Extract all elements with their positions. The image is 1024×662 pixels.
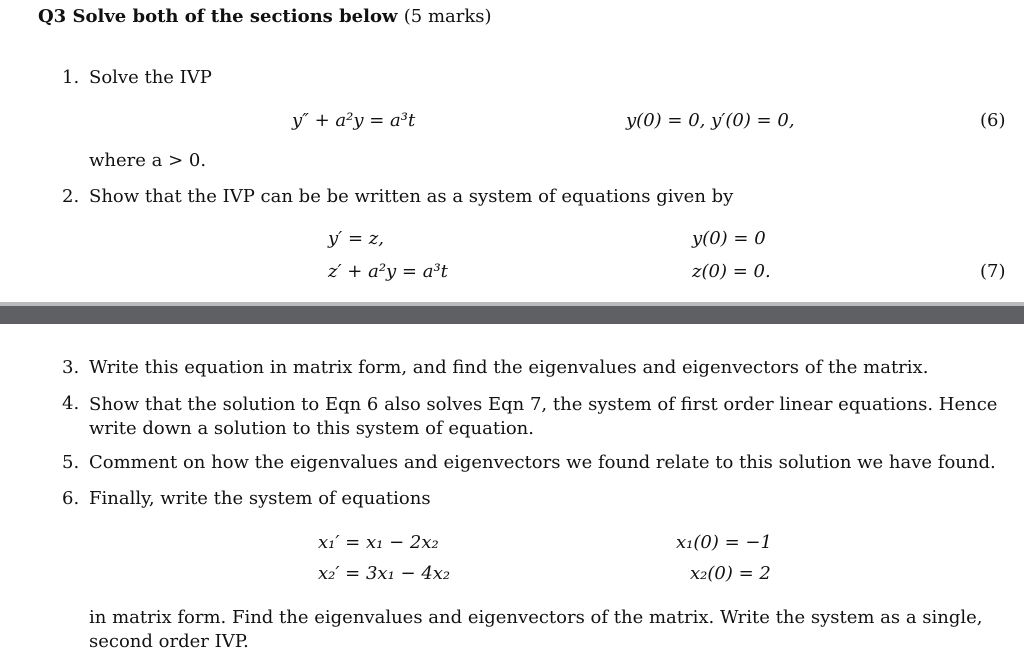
equation-7-line-1-lhs: y′ = z, (328, 228, 384, 249)
equation-7-label: (7) (980, 261, 1006, 282)
item-number-2: 2. (62, 186, 80, 207)
question-heading (38, 6, 492, 27)
final-instructions: in matrix form. Find the eigenvalues and eigenvectors of the matrix. Write the system as a single, second order IVP. (89, 607, 983, 652)
equation-7-line-1-ic: y(0) = 0 (692, 228, 766, 249)
item-text-1: Solve the IVP (89, 67, 212, 88)
item-number-6: 6. (62, 488, 80, 509)
item-number-1: 1. (62, 67, 80, 88)
item-text-5: Comment on how the eigenvalues and eigenvectors we found relate to this solution we have found. (89, 452, 996, 473)
equation-7-line-2-lhs: z′ + a²y = a³t (328, 261, 448, 282)
system-line-2-ic: x₂(0) = 2 (690, 563, 771, 584)
item-number-5: 5. (62, 452, 80, 473)
item-number-3: 3. (62, 357, 80, 378)
where-clause: where a > 0. (89, 150, 207, 171)
section-divider (0, 302, 1024, 324)
system-line-1-lhs: x₁′ = x₁ − 2x₂ (318, 532, 439, 553)
item-number-4: 4. (62, 393, 80, 414)
item-text-2: Show that the IVP can be be written as a system of equations given by (89, 186, 734, 207)
equation-6-lhs: y″ + a²y = a³t (292, 110, 416, 131)
heading-title: Q3 Solve both of the sections below (38, 6, 398, 27)
equation-6-initial-conditions: y(0) = 0, y′(0) = 0, (626, 110, 795, 131)
system-line-2-lhs: x₂′ = 3x₁ − 4x₂ (318, 563, 451, 584)
item-text-4: Show that the solution to Eqn 6 also solves Eqn 7, the system of first order linear equations. Hence write down a solution to this system of equation. (89, 394, 998, 439)
system-line-1-ic: x₁(0) = −1 (676, 532, 772, 553)
equation-6-label: (6) (980, 110, 1006, 131)
heading-marks: (5 marks) (403, 6, 492, 27)
equation-7-line-2-ic: z(0) = 0. (692, 261, 771, 282)
item-text-3: Write this equation in matrix form, and find the eigenvalues and eigenvectors of the matrix. (89, 357, 929, 378)
item-text-6: Finally, write the system of equations (89, 488, 431, 509)
